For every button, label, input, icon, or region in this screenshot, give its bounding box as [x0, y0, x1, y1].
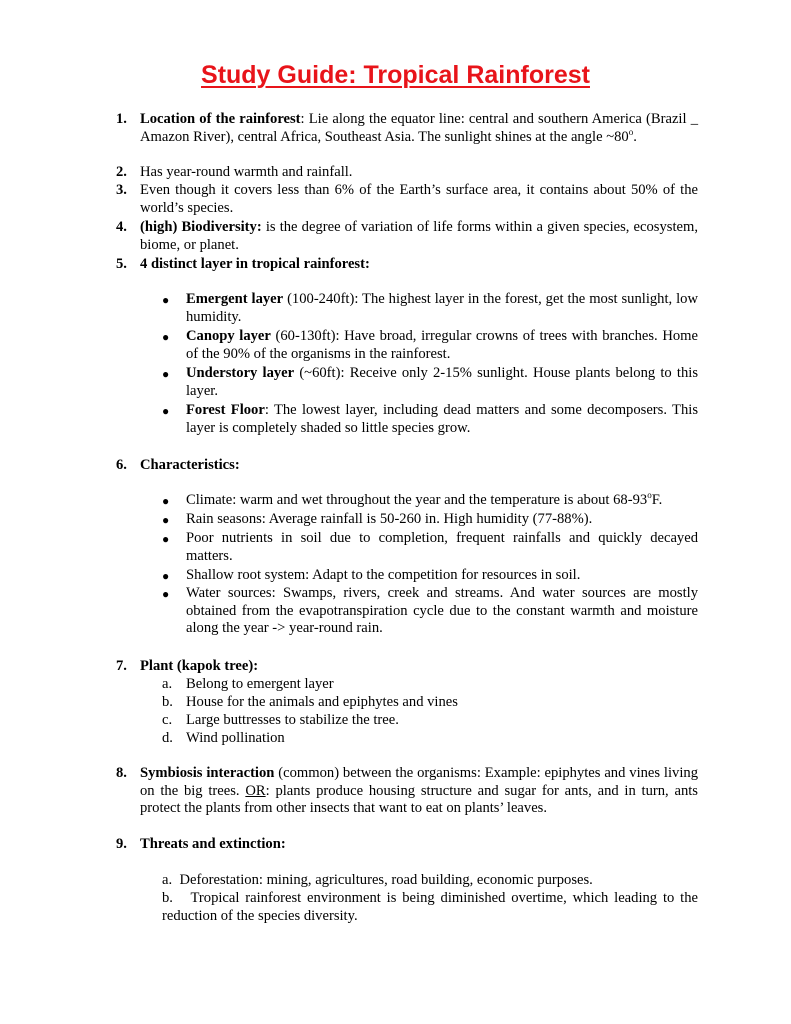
item-heading: 4 distinct layer in tropical rainforest: — [140, 256, 370, 272]
item-heading: Threats and extinction: — [140, 836, 286, 852]
item-text: : Lie along the equator line: central and southern America (Brazil _ Amazon River), central Africa, Southeast Asia. The sunlight shines at the angle ~80 — [140, 111, 698, 145]
plant-fact: Wind pollination — [186, 730, 285, 746]
list-letter: a. — [162, 872, 173, 888]
characteristic-climate — [186, 492, 698, 510]
item-number: 6. — [116, 457, 127, 473]
item-number: 4. — [116, 219, 127, 235]
item-number: 5. — [116, 256, 127, 272]
layer-name: Canopy layer — [186, 328, 271, 344]
bullet: ● — [162, 569, 170, 583]
item-location — [140, 111, 698, 146]
layer-understory — [186, 365, 698, 400]
item-heading: Symbiosis interaction — [140, 765, 275, 781]
threat-deforestation — [162, 872, 698, 890]
characteristic-water: Water sources: Swamps, rivers, creek and streams. And water sources are mostly obtained from the evapotranspiration cycle due to the constant warmth and moisture along the year -> year-round rain. — [186, 585, 698, 637]
plant-fact: Large buttresses to stabilize the tree. — [186, 712, 399, 728]
bullet: ● — [162, 494, 170, 508]
item-threats-heading — [140, 836, 698, 854]
bullet: ● — [162, 330, 170, 344]
list-letter: c. — [162, 712, 173, 728]
characteristic-text-tail: F. — [651, 492, 663, 508]
item-number: 8. — [116, 765, 127, 781]
threat-diminished — [162, 890, 698, 925]
plant-fact: Belong to emergent layer — [186, 676, 334, 692]
item-text-underlined: OR — [245, 782, 266, 799]
layer-emergent — [186, 291, 698, 326]
item-number: 9. — [116, 836, 127, 852]
item-text-tail: : plants produce housing structure and sugar for ants, and in turn, ants protect the plants from other insects that want to eat on plants’ leaves. — [140, 782, 698, 817]
bullet: ● — [162, 532, 170, 546]
page-title: Study Guide: Tropical Rainforest — [201, 61, 590, 89]
item-plant-heading — [140, 658, 698, 676]
layer-name: Emergent layer — [186, 291, 284, 307]
layer-text: (100-240ft): The highest layer in the forest, get the most sunlight, low humidity. — [186, 291, 698, 325]
item-heading: Characteristics: — [140, 457, 240, 473]
list-letter: a. — [162, 676, 173, 692]
item-text: is the degree of variation of life forms within a given species, ecosystem, biome, or planet. — [140, 219, 698, 253]
item-species-coverage: Even though it covers less than 6% of the Earth’s surface area, it contains about 50% of the world’s species. — [140, 182, 698, 216]
item-number: 7. — [116, 658, 127, 674]
bullet: ● — [162, 587, 170, 601]
threat-text: Deforestation: mining, agricultures, road building, economic purposes. — [179, 872, 593, 888]
item-heading: (high) Biodiversity: — [140, 219, 262, 235]
item-characteristics-heading — [140, 457, 698, 475]
layer-text: (60-130ft): Have broad, irregular crowns of trees with branches. Home of the 90% of the organisms in the rainforest. — [186, 328, 698, 362]
item-text: (common) between the organisms: Example: epiphytes and vines living on the big trees. — [140, 765, 698, 799]
item-layers-heading — [140, 256, 698, 274]
bullet: ● — [162, 513, 170, 527]
characteristic-roots: Shallow root system: Adapt to the competition for resources in soil. — [186, 567, 581, 583]
item-number: 2. — [116, 164, 127, 180]
bullet: ● — [162, 404, 170, 418]
layer-forest-floor — [186, 402, 698, 437]
item-symbiosis — [140, 765, 698, 818]
layer-canopy — [186, 328, 698, 363]
layer-text: (~60ft): Receive only 2-15% sunlight. House plants belong to this layer. — [186, 365, 699, 399]
item-text-tail: . — [633, 128, 637, 145]
characteristic-nutrients: Poor nutrients in soil due to completion, frequent rainfalls and quickly decayed matters. — [186, 530, 698, 564]
plant-fact: House for the animals and epiphytes and vines — [186, 694, 458, 710]
layer-name: Forest Floor — [186, 402, 265, 418]
item-number: 3. — [116, 182, 127, 198]
item-warmth: Has year-round warmth and rainfall. — [140, 164, 353, 180]
item-number: 1. — [116, 111, 127, 127]
item-heading: Location of the rainforest — [140, 111, 301, 127]
list-letter: d. — [162, 730, 173, 746]
bullet: ● — [162, 293, 170, 307]
list-letter: b. — [162, 890, 173, 906]
threat-text: Tropical rainforest environment is being diminished overtime, which leading to the reduction of the species diversity. — [162, 890, 698, 924]
item-heading: Plant (kapok tree): — [140, 658, 259, 674]
item-biodiversity — [140, 219, 698, 254]
layer-text: : The lowest layer, including dead matters and some decomposers. This layer is completely shaded so little species grow. — [186, 402, 698, 436]
characteristic-text: Climate: warm and wet throughout the year and the temperature is about 68-93 — [186, 492, 648, 508]
layer-name: Understory layer — [186, 365, 295, 381]
characteristic-rain: Rain seasons: Average rainfall is 50-260 in. High humidity (77-88%). — [186, 511, 593, 527]
bullet: ● — [162, 367, 170, 381]
degree-sup: o — [647, 490, 652, 501]
degree-sup: o — [628, 126, 634, 137]
list-letter: b. — [162, 694, 173, 710]
